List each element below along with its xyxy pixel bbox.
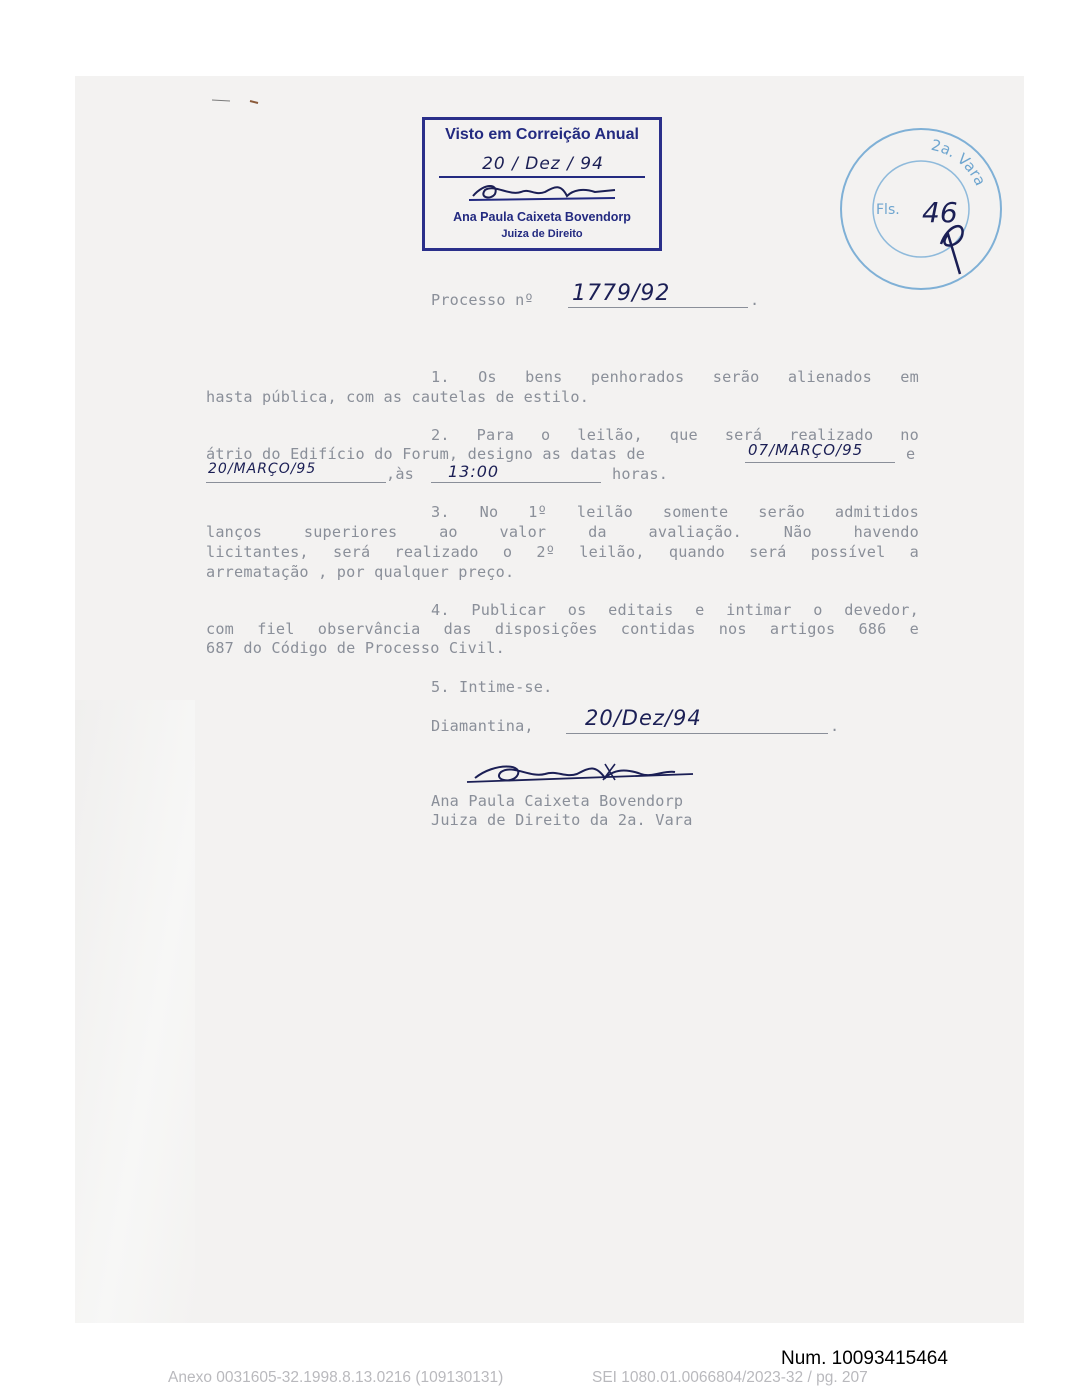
- signer-role: Juiza de Direito da 2a. Vara: [431, 811, 693, 829]
- para1-line1: 1. Os bens penhorados serão alienados em: [431, 368, 919, 386]
- auction-date-1: 07/MARÇO/95: [748, 441, 864, 459]
- auction-time-underline: [431, 482, 601, 483]
- seal-text-top: 2a. Vara: [929, 135, 990, 189]
- closing-place: Diamantina,: [431, 717, 534, 735]
- para2-line2: átrio do Edifício do Forum, designo as datas de: [206, 445, 646, 463]
- page-fold-shadow: [75, 700, 195, 1323]
- para1-line2: hasta pública, com as cautelas de estilo.: [206, 388, 590, 406]
- sei-reference: SEI 1080.01.0066804/2023-32 / pg. 207: [592, 1369, 868, 1386]
- stamp-date-handwritten: 20 / Dez / 94: [482, 154, 604, 174]
- stamp-title: Visto em Correição Anual: [445, 126, 639, 143]
- para3-line1: 3. No 1º leilão somente serão admitidos: [431, 503, 919, 521]
- correction-stamp: [422, 117, 662, 251]
- judge-signature: [465, 758, 700, 788]
- stamp-judge-role: Juiza de Direito: [501, 228, 583, 240]
- court-seal: [836, 124, 1006, 294]
- document-number: Num. 10093415464: [781, 1348, 948, 1369]
- auction-date-2: 20/MARÇO/95: [208, 461, 317, 477]
- process-number: 1779/92: [572, 281, 671, 306]
- stamp-signature: [465, 178, 625, 204]
- process-label: Processo nº: [431, 291, 534, 309]
- closing-date-underline: [566, 733, 828, 734]
- paper-mark: [212, 89, 262, 95]
- para2-as: ,às: [386, 465, 415, 483]
- process-underline: [568, 307, 748, 308]
- seal-fls-number: 46: [922, 196, 958, 229]
- para3-line3: licitantes, será realizado o 2º leilão, quando será possível a: [206, 543, 919, 561]
- para2-e: e: [906, 445, 916, 463]
- signer-name: Ana Paula Caixeta Bovendorp: [431, 792, 684, 810]
- auction-date-2-underline: [206, 482, 386, 483]
- stamp-judge-name: Ana Paula Caixeta Bovendorp: [453, 210, 631, 224]
- para2-horas: horas.: [612, 465, 669, 483]
- para3-line2: lanços superiores ao valor da avaliação. Não havendo: [206, 523, 919, 541]
- para5-line1: 5. Intime-se.: [431, 678, 553, 696]
- closing-period: .: [830, 717, 840, 735]
- seal-fls-label: Fls.: [876, 202, 900, 218]
- auction-time: 13:00: [448, 462, 500, 481]
- para3-line4: arrematação , por qualquer preço.: [206, 563, 515, 581]
- annex-reference: Anexo 0031605-32.1998.8.13.0216 (109130131): [168, 1369, 504, 1386]
- para2-line1: 2. Para o leilão, que será realizado no: [431, 426, 919, 444]
- closing-date: 20/Dez/94: [585, 706, 702, 730]
- auction-date-1-underline: [745, 462, 895, 463]
- para4-line3: 687 do Código de Processo Civil.: [206, 639, 505, 657]
- process-period: .: [750, 291, 760, 309]
- para4-line1: 4. Publicar os editais e intimar o devedor,: [431, 601, 919, 619]
- para4-line2: com fiel observância das disposições contidas nos artigos 686 e: [206, 620, 919, 638]
